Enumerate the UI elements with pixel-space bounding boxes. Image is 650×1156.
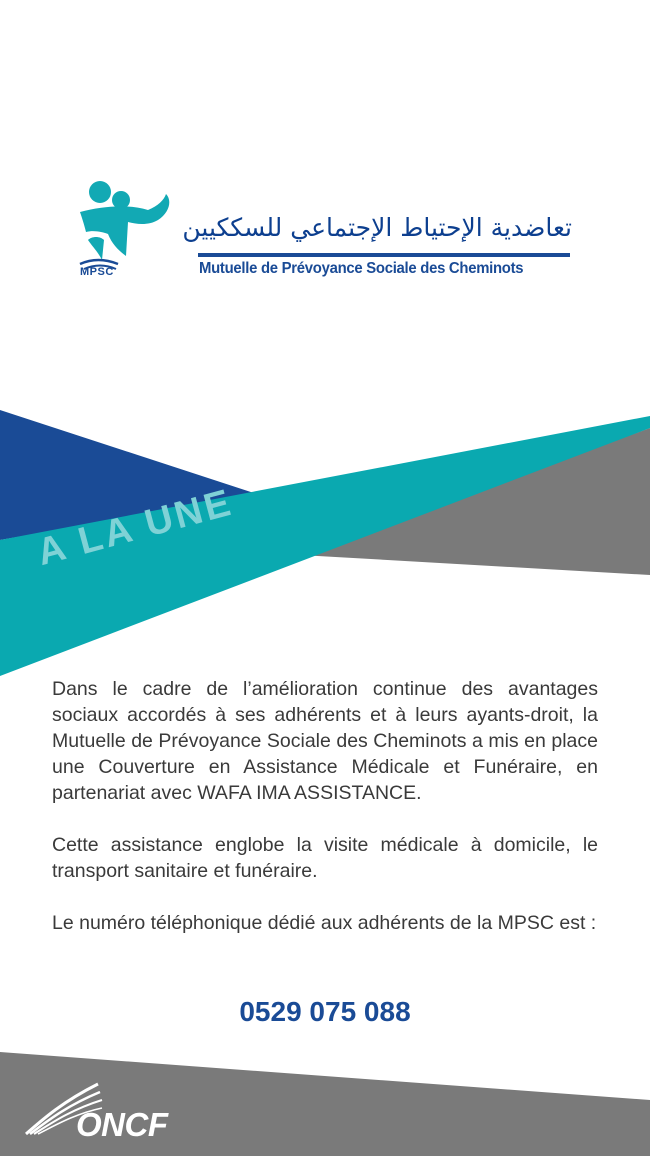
mpsc-logo: [78, 178, 578, 288]
oncf-logo-text: ONCF: [76, 1106, 168, 1143]
banner-title: A LA UNE: [32, 481, 238, 575]
logo-latin-name: Mutuelle de Prévoyance Sociale des Cheminots: [199, 260, 524, 277]
phone-number[interactable]: 0529 075 088: [239, 996, 411, 1027]
paragraph-intro: Dans le cadre de l’amélioration continue des avantages sociaux accordés à ses adhérents et à leurs ayants-droit, la Mutuelle de Prévoyance Sociale des Cheminots a mis en place une Couverture en Assistance Médicale et Funéraire, en partenariat avec WAFA IMA ASSISTANCE.: [52, 678, 598, 804]
paragraph-services: Cette assistance englobe la visite médicale à domicile, le transport sanitaire et funéraire.: [52, 834, 598, 882]
paragraph-phone-intro: Le numéro téléphonique dédié aux adhérents de la MPSC est :: [52, 912, 597, 934]
logo-divider: [198, 253, 570, 257]
logo-mark-label: MPSC: [80, 266, 114, 278]
logo-arabic-name: تعاضدية الإحتياط الإجتماعي للسككيين: [182, 213, 572, 242]
article-body: [52, 676, 598, 936]
